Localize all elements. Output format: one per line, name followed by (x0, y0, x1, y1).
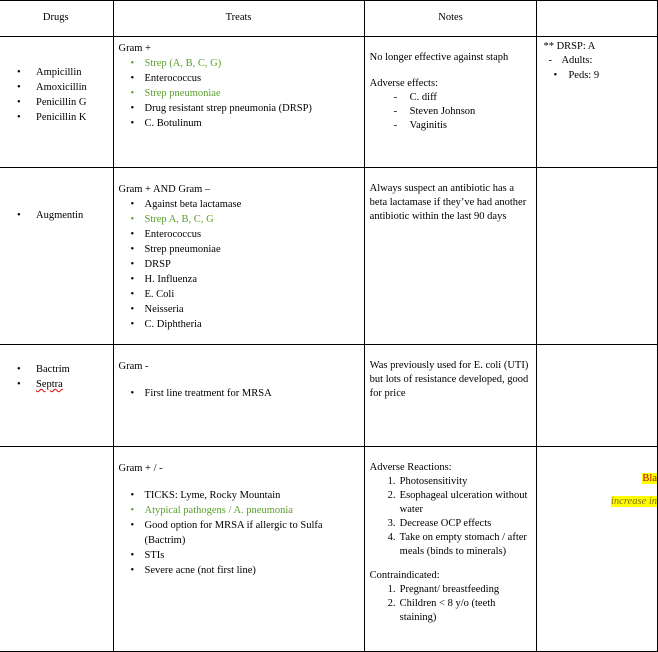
treat-item: • Good option for MRSA if allergic to Sulfa (Bactrim) (119, 518, 360, 548)
side-bullet-item: • Peds: 9 (553, 70, 600, 81)
notes-text: Always suspect an antibiotic has a beta lactamase if they’ve had another antibiotic within the last 90 days (369, 183, 527, 222)
treats-cell (113, 168, 364, 345)
treat-item: • Strep (A, B, C, G) (119, 56, 360, 71)
header-notes: Notes (364, 1, 537, 37)
treat-item: • Against beta lactamase (119, 197, 360, 212)
adverse-text: Take on empty stomach / after meals (binds to minerals) (399, 532, 527, 557)
drugs-cell (0, 345, 113, 447)
table-row (0, 37, 658, 168)
side-highlight-yellow: increase in (611, 496, 657, 507)
notes-heading: Adverse effects: (369, 78, 438, 89)
treats-cell (113, 37, 364, 168)
drug-item: • Penicillin G (5, 95, 113, 110)
notes-item: - Steven Johnson (370, 105, 533, 119)
treat-item: • TICKS: Lyme, Rocky Mountain (119, 488, 360, 503)
treats-heading: Gram - (118, 361, 149, 372)
drug-item: • Bactrim (5, 362, 113, 377)
header-drugs: Drugs (0, 1, 113, 37)
contra-text: Pregnant/ breastfeeding (399, 584, 500, 595)
header-row (0, 1, 658, 37)
treat-item: • H. Influenza (119, 272, 360, 287)
notes-cell (364, 447, 537, 652)
treat-item: • E. Coli (119, 287, 360, 302)
treat-item: • Severe acne (not first line) (119, 563, 360, 578)
table-row (0, 447, 658, 652)
treat-item: • First line treatment for MRSA (119, 386, 360, 401)
adverse-item: 1. Photosensitivity (387, 476, 468, 487)
drugs-cell (0, 37, 113, 168)
drug-item (5, 377, 113, 392)
notes-text: No longer effective against staph (369, 52, 509, 63)
drug-item: • Penicillin K (5, 110, 113, 125)
treat-item: • DRSP (119, 257, 360, 272)
drug-item: • Ampicillin (5, 65, 113, 80)
treat-item: • Drug resistant strep pneumonia (DRSP) (119, 101, 360, 116)
treat-item: • Strep pneumoniae (119, 86, 360, 101)
treats-heading: Gram + (118, 43, 151, 54)
notes-text: Was previously used for E. coli (UTI) but lots of resistance developed, good for price (369, 360, 529, 399)
side-highlight-red: Bla (642, 473, 657, 484)
header-extra (537, 1, 658, 37)
treat-item: • C. Diphtheria (119, 317, 360, 332)
notes-item: - Vaginitis (370, 119, 533, 133)
notes-cell (364, 37, 537, 168)
treat-item: • Neisseria (119, 302, 360, 317)
contra-item: 2. Children < 8 y/o (teeth staining) (387, 598, 496, 623)
treat-item: • Atypical pathogens / A. pneumonia (119, 503, 360, 518)
side-text: Adults: (561, 55, 593, 66)
treat-item: • Enterococcus (119, 227, 360, 242)
side-cell (537, 168, 658, 345)
notes-cell (364, 345, 537, 447)
adverse-text: Photosensitivity (399, 476, 468, 487)
side-text: ** DRSP: A (543, 41, 596, 52)
drugs-cell (0, 168, 113, 345)
treat-item: • C. Botulinum (119, 116, 360, 131)
adverse-text: Decrease OCP effects (399, 518, 492, 529)
drugs-cell (0, 447, 113, 652)
treat-item: • Strep pneumoniae (119, 242, 360, 257)
treats-heading: Gram + AND Gram – (118, 184, 211, 195)
side-cell (537, 447, 658, 652)
notes-item: - C. diff (370, 91, 533, 105)
adverse-item: 4. Take on empty stomach / after meals (binds to minerals) (387, 532, 527, 557)
treat-item: • Enterococcus (119, 71, 360, 86)
side-text: Peds: 9 (568, 70, 600, 81)
drug-item: • Amoxicillin (5, 80, 113, 95)
side-cell (537, 345, 658, 447)
table-row (0, 345, 658, 447)
notes-cell (364, 168, 537, 345)
treat-item: • Strep A, B, C, G (119, 212, 360, 227)
treat-item: • STIs (119, 548, 360, 563)
treats-heading: Gram + / - (118, 463, 163, 474)
drug-name: Septra (36, 379, 63, 390)
header-treats: Treats (113, 1, 364, 37)
drug-item: • Augmentin (5, 208, 113, 223)
contra-item: 1. Pregnant/ breastfeeding (387, 584, 500, 595)
notes-heading: Adverse Reactions: (369, 462, 452, 473)
adverse-item: 3. Decrease OCP effects (387, 518, 492, 529)
treats-cell (113, 345, 364, 447)
treats-cell (113, 447, 364, 652)
side-dash-item: - Adults: (548, 55, 593, 66)
contra-heading: Contraindicated: (369, 570, 440, 581)
adverse-text: Esophageal ulceration without water (399, 490, 528, 515)
side-cell (537, 37, 658, 168)
adverse-item: 2. Esophageal ulceration without water (387, 490, 528, 515)
contra-text: Children < 8 y/o (teeth staining) (399, 598, 496, 623)
table-row (0, 168, 658, 345)
